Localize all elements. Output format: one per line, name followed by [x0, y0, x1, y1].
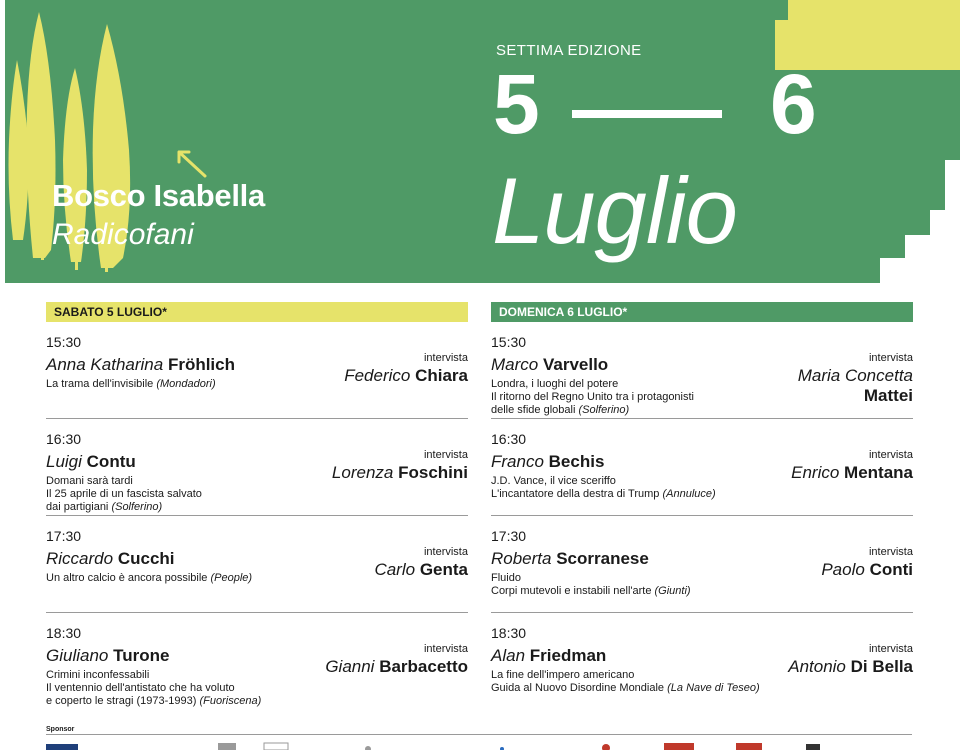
- speaker-last-name: Contu: [86, 452, 136, 471]
- sponsor-label: Sponsor: [46, 726, 75, 733]
- interview-label: intervista: [868, 546, 913, 558]
- speaker-first-name: Roberta: [491, 549, 552, 568]
- interviewer-name: [344, 366, 468, 386]
- edition-label: SETTIMA EDIZIONE: [496, 42, 642, 59]
- publisher: (Solferino): [578, 404, 630, 416]
- interview-label: intervista: [423, 352, 468, 364]
- speaker-first-name: Anna Katharina: [46, 355, 164, 374]
- speaker-name: [46, 452, 136, 472]
- interviewer-name: [788, 657, 913, 677]
- book-line: J.D. Vance, il vice sceriffo: [491, 475, 616, 487]
- event-item: [46, 322, 468, 419]
- speaker-first-name: Franco: [491, 452, 544, 471]
- interviewer-name: [783, 366, 913, 406]
- interviewer-first-name: Carlo: [374, 560, 416, 579]
- venue-name: Bosco Isabella: [52, 178, 265, 213]
- book-title: [491, 475, 771, 501]
- book-line: Guida al Nuovo Disordine Mondiale (La Nave di Teseo): [491, 682, 760, 694]
- sunday-column: [491, 302, 913, 709]
- speaker-name: [491, 646, 606, 666]
- book-line: La trama dell'invisibile (Mondadori): [46, 378, 216, 390]
- interview-label: intervista: [423, 643, 468, 655]
- interviewer-first-name: Antonio: [788, 657, 846, 676]
- interviewer-first-name: Lorenza: [331, 463, 394, 482]
- book-line: Crimini inconfessabili: [46, 669, 150, 681]
- speaker-name: [491, 549, 649, 569]
- event-time: 18:30: [491, 625, 527, 641]
- interviewer-first-name: Paolo: [821, 560, 865, 579]
- sponsor-divider: [46, 734, 912, 735]
- sponsor-logos: [46, 740, 916, 750]
- interviewer-last-name: Genta: [419, 560, 468, 579]
- book-line: Domani sarà tardi: [46, 475, 133, 487]
- book-line: dai partigiani (Solferino): [46, 501, 163, 513]
- publisher: (Giunti): [654, 585, 691, 597]
- event-item: [491, 322, 913, 419]
- interviewer-name: [332, 463, 468, 483]
- speaker-last-name: Friedman: [529, 646, 607, 665]
- date-end: 6: [770, 57, 817, 151]
- interviewer-last-name: Di Bella: [850, 657, 913, 676]
- event-item: [491, 516, 913, 613]
- book-line: Fluido: [491, 572, 521, 584]
- event-time: 17:30: [46, 528, 82, 544]
- month-label: Luglio: [492, 158, 737, 263]
- interview-label: intervista: [868, 352, 913, 364]
- speaker-last-name: Varvello: [542, 355, 609, 374]
- speaker-name: [46, 549, 175, 569]
- speaker-last-name: Fröhlich: [167, 355, 235, 374]
- speaker-name: [46, 355, 235, 375]
- speaker-name: [491, 355, 608, 375]
- book-title: [491, 572, 771, 598]
- book-line: Un altro calcio è ancora possibile (People): [46, 572, 253, 584]
- interviewer-first-name: Enrico: [791, 463, 840, 482]
- book-title: [491, 378, 771, 417]
- event-item: [46, 516, 468, 613]
- interviewer-last-name: Barbacetto: [379, 657, 468, 676]
- publisher: (People): [210, 572, 253, 584]
- interview-label: intervista: [423, 546, 468, 558]
- event-time: 17:30: [491, 528, 527, 544]
- interviewer-name: [374, 560, 468, 580]
- speaker-last-name: Turone: [113, 646, 170, 665]
- book-line: delle sfide globali (Solferino): [491, 404, 630, 416]
- speaker-last-name: Bechis: [548, 452, 605, 471]
- event-time: 16:30: [491, 431, 527, 447]
- interviewer-name: [821, 560, 913, 580]
- publisher: (Solferino): [111, 501, 163, 513]
- speaker-first-name: Riccardo: [46, 549, 114, 568]
- speaker-first-name: Marco: [491, 355, 539, 374]
- saturday-column: [46, 302, 468, 709]
- interviewer-name: [325, 657, 468, 677]
- poster-header: [5, 0, 960, 283]
- interviewer-name: [791, 463, 913, 483]
- publisher: (Mondadori): [156, 378, 216, 390]
- interviewer-first-name: Federico: [344, 366, 411, 385]
- interviewer-first-name: Maria Concetta: [797, 366, 913, 385]
- venue-town: Radicofani: [52, 218, 194, 251]
- speaker-first-name: Giuliano: [46, 646, 109, 665]
- publisher: (La Nave di Teseo): [667, 682, 760, 694]
- speaker-name: [46, 646, 169, 666]
- book-line: Il ritorno del Regno Unito tra i protagonisti: [491, 391, 694, 403]
- interviewer-last-name: Mentana: [844, 463, 913, 482]
- event-item: [491, 613, 913, 709]
- event-time: 15:30: [491, 334, 527, 350]
- interviewer-last-name: Mattei: [863, 386, 913, 405]
- event-item: [491, 419, 913, 516]
- speaker-first-name: Luigi: [46, 452, 82, 471]
- speaker-last-name: Cucchi: [117, 549, 175, 568]
- event-item: [46, 613, 468, 709]
- interview-label: intervista: [868, 643, 913, 655]
- book-line: Il ventennio dell'antistato che ha voluto: [46, 682, 235, 694]
- book-line: Londra, i luoghi del potere: [491, 378, 619, 390]
- saturday-heading: SABATO 5 LUGLIO*: [46, 302, 468, 322]
- sunday-heading: DOMENICA 6 LUGLIO*: [491, 302, 913, 322]
- speaker-first-name: Alan: [491, 646, 526, 665]
- book-line: e coperto le stragi (1973-1993) (Fuoriscena): [46, 695, 262, 707]
- speaker-name: [491, 452, 604, 472]
- publisher: (Annuluce): [662, 488, 716, 500]
- book-title: [46, 378, 326, 391]
- book-line: Il 25 aprile di un fascista salvato: [46, 488, 202, 500]
- interviewer-first-name: Gianni: [325, 657, 375, 676]
- date-dash: [572, 110, 722, 118]
- book-line: Corpi mutevoli e instabili nell'arte (Giunti): [491, 585, 691, 597]
- book-title: [46, 572, 326, 585]
- date-start: 5: [493, 57, 540, 151]
- event-time: 15:30: [46, 334, 82, 350]
- event-item: [46, 419, 468, 516]
- book-title: [46, 475, 326, 514]
- book-line: L'incantatore della destra di Trump (Annuluce): [491, 488, 716, 500]
- event-time: 16:30: [46, 431, 82, 447]
- interviewer-last-name: Foschini: [398, 463, 468, 482]
- interviewer-last-name: Conti: [869, 560, 913, 579]
- book-title: [46, 669, 326, 708]
- book-line: La fine dell'impero americano: [491, 669, 635, 681]
- book-title: [491, 669, 771, 695]
- event-time: 18:30: [46, 625, 82, 641]
- interview-label: intervista: [868, 449, 913, 461]
- publisher: (Fuoriscena): [199, 695, 262, 707]
- speaker-last-name: Scorranese: [556, 549, 649, 568]
- interview-label: intervista: [423, 449, 468, 461]
- interviewer-last-name: Chiara: [415, 366, 468, 385]
